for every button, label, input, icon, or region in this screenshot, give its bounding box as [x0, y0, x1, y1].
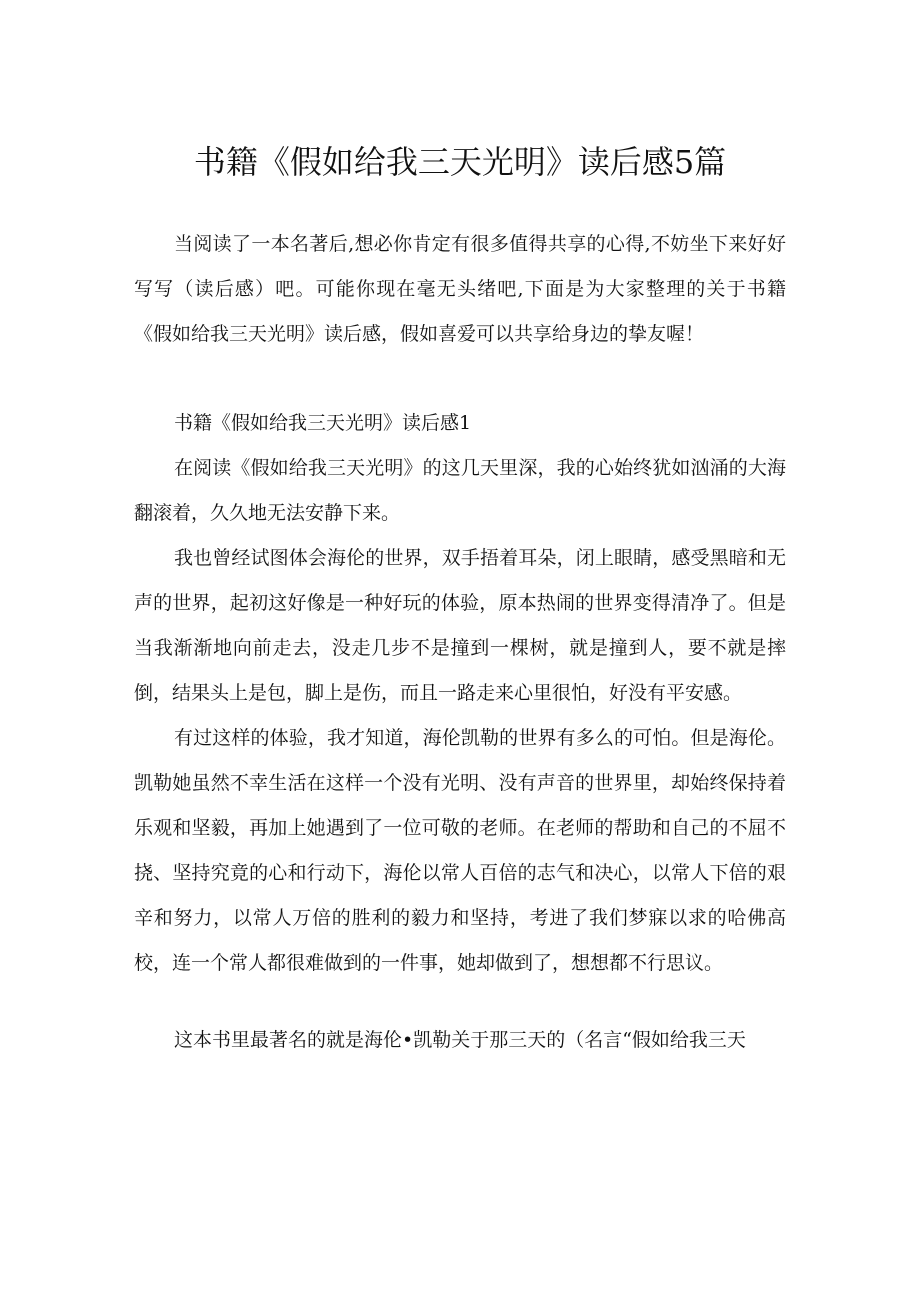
intro-paragraph: 当阅读了一本名著后,想必你肯定有很多值得共享的心得,不妨坐下来好好写写（读后感）吧。可能你现在毫无头绪吧,下面是为大家整理的关于书籍《假如给我三天光明》读后感，假如喜爱可以共享给身边的挚友喔！ — [134, 233, 786, 345]
paragraph-4: 这本书里最著名的就是海伦•凯勒关于那三天的（名言“假如给我三天 — [174, 1029, 746, 1051]
spacer — [134, 986, 786, 1018]
document-title: 书籍《假如给我三天光明》读后感5篇 — [193, 143, 727, 181]
spacer — [134, 357, 786, 401]
paragraph-2: 我也曾经试图体会海伦的世界，双手捂着耳朵，闭上眼睛，感受黑暗和无声的世界，起初这好像是一种好玩的体验，原本热闹的世界变得清净了。但是当我渐渐地向前走去，没走几步不是撞到一棵树，就是撞到人，要不就是摔倒，结果头上是包，脚上是伤，而且一路走来心里很怕，好没有平安感。 — [134, 547, 786, 704]
paragraph-3: 有过这样的体验，我才知道，海伦凯勒的世界有多么的可怕。但是海伦。凯勒她虽然不幸生活在这样一个没有光明、没有声音的世界里，却始终保持着乐观和坚毅，再加上她遇到了一位可敬的老师。在老师的帮助和自己的不屈不挠、坚持究竟的心和行动下，海伦以常人百倍的志气和决心，以常人下倍的艰辛和努力，以常人万倍的胜利的毅力和坚持，考进了我们梦寐以求的哈佛高校，连一个常人都很难做到的一件事，她却做到了，想想都不行思议。 — [134, 727, 786, 974]
document-body — [134, 222, 786, 1063]
section-heading: 书籍《假如给我三天光明》读后感1 — [174, 412, 472, 434]
paragraph-1: 在阅读《假如给我三天光明》的这几天里深，我的心始终犹如汹涌的大海翻滚着，久久地无法安静下来。 — [134, 457, 786, 524]
